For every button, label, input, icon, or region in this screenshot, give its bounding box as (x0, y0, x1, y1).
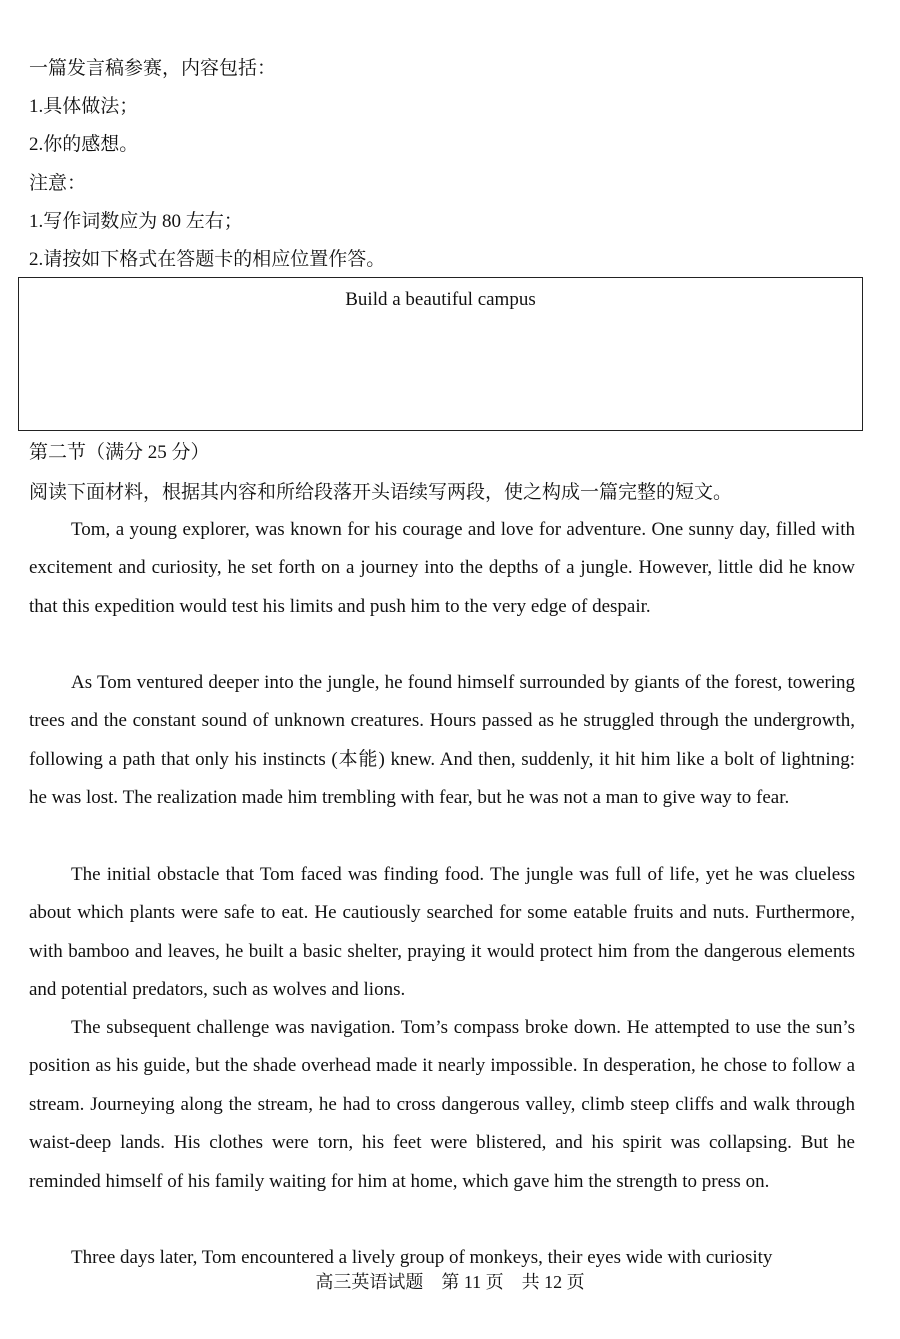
answer-box-title: Build a beautiful campus (345, 289, 536, 310)
section-directions: 阅读下面材料，根据其内容和所给段落开头语续写两段，使之构成一篇完整的短文。 (29, 482, 733, 503)
note-title: 注意： (29, 173, 87, 194)
story-paragraph-4: The subsequent challenge was navigation. Tom’s compass broke down. He attempted to use the sun’s position as his guide, but the shade overhead made it nearly impossible. In desperation, he chose to follow a stream. Journeying along the stream, he had to cross dangerous valley, climb steep cliffs and walk through waist-deep lands. His clothes were torn, his feet were blistered, and his spirit was collapsing. But he reminded himself of his family waiting for him at home, which gave him the strength to press on. (29, 1017, 855, 1192)
note-line-2: 2.请按如下格式在答题卡的相应位置作答。 (29, 249, 386, 270)
instruction-line-2: 1.具体做法； (29, 96, 139, 117)
instruction-line-1: 一篇发言稿参赛，内容包括： (29, 58, 277, 79)
answer-box (18, 277, 863, 431)
story-paragraph-2: As Tom ventured deeper into the jungle, he found himself surrounded by giants of the forest, towering trees and the constant sound of unknown creatures. Hours passed as he struggled through the undergrowth, following a path that only his instincts (本能) knew. And then, suddenly, it hit him like a bolt of lightning: he was lost. The realization made him trembling with fear, but he was not a man to give way to fear. (29, 672, 855, 809)
story-paragraph-3: The initial obstacle that Tom faced was finding food. The jungle was full of life, yet he was clueless about which plants were safe to eat. He cautiously searched for some eatable fruits and nuts. Furthermore, with bamboo and leaves, he built a basic shelter, praying it would protect him from the dangerous elements and potential predators, such as wolves and lions. (29, 864, 855, 1001)
story-paragraph-1: Tom, a young explorer, was known for his courage and love for adventure. One sunny day, filled with excitement and curiosity, he set forth on a journey into the depths of a jungle. However, little did he know that this expedition would test his limits and push him to the very edge of despair. (29, 519, 855, 617)
section-heading: 第二节（满分 25 分） (29, 442, 210, 463)
story-paragraph-5: Three days later, Tom encountered a lively group of monkeys, their eyes wide with curiosity (71, 1247, 773, 1268)
page-footer: 高三英语试题 第 11 页 共 12 页 (315, 1272, 585, 1292)
note-line-1: 1.写作词数应为 80 左右； (29, 211, 243, 232)
instruction-line-3: 2.你的感想。 (29, 134, 139, 155)
